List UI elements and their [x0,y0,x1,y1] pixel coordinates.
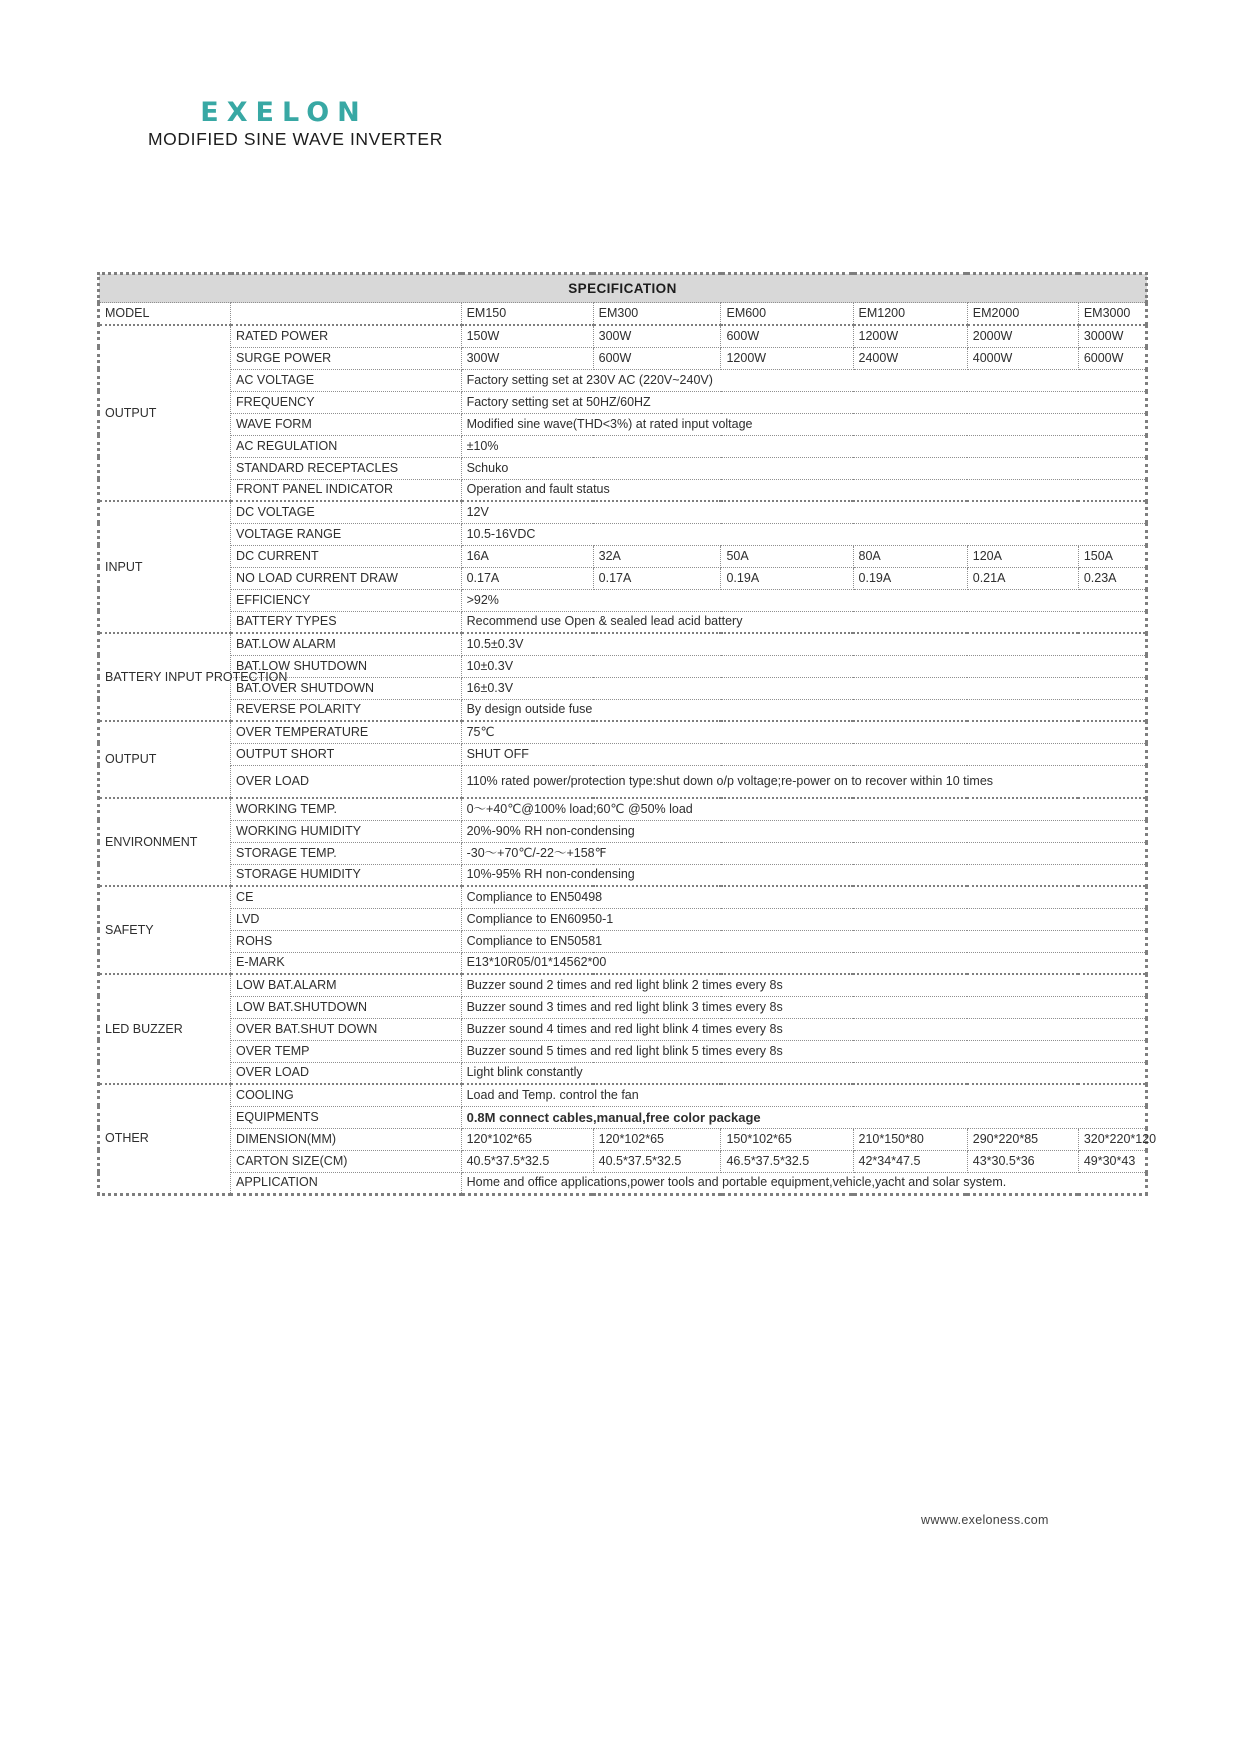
param-label: NO LOAD CURRENT DRAW [231,567,462,589]
param-label: LVD [231,908,462,930]
value-cell: Light blink constantly [461,1062,1146,1084]
value-cell: 290*220*85 [967,1128,1078,1150]
spec-table-body [99,303,1157,1195]
value-cell: E13*10R05/01*14562*00 [461,952,1146,974]
spec-row [99,369,1147,391]
param-label: BAT.LOW ALARM [231,633,462,655]
value-cell: 120*102*65 [593,1128,721,1150]
param-label: WAVE FORM [231,413,462,435]
value-cell: 300W [593,325,721,347]
value-cell: 600W [721,325,853,347]
param-label: DIMENSION(MM) [231,1128,462,1150]
param-label: E-MARK [231,952,462,974]
param-label: OUTPUT SHORT [231,743,462,765]
section-label: SAFETY [99,886,231,974]
param-label: CE [231,886,462,908]
spec-row [99,479,1147,501]
param-label: RATED POWER [231,325,462,347]
model-name-cell: EM1200 [853,303,967,326]
value-cell: Buzzer sound 4 times and red light blink 4 times every 8s [461,1018,1146,1040]
spec-row [99,589,1147,611]
spec-row [99,413,1147,435]
model-name-cell: EM150 [461,303,593,326]
value-cell: Home and office applications,power tools and portable equipment,vehicle,yacht and solar system. [461,1172,1146,1194]
value-cell: SHUT OFF [461,743,1146,765]
param-label: BAT.OVER SHUTDOWN [231,677,462,699]
spec-row [99,677,1147,699]
model-name-cell: EM600 [721,303,853,326]
value-cell: 10±0.3V [461,655,1146,677]
spec-row [99,611,1147,633]
value-cell: Schuko [461,457,1146,479]
value-cell: 0.19A [721,567,853,589]
value-cell: 16±0.3V [461,677,1146,699]
value-cell: Buzzer sound 2 times and red light blink 2 times every 8s [461,974,1146,996]
value-cell: 43*30.5*36 [967,1150,1078,1172]
param-label: WORKING HUMIDITY [231,820,462,842]
value-cell: 0.17A [593,567,721,589]
spec-row [99,798,1147,820]
value-cell: 320*220*120 [1078,1128,1146,1150]
section-label: OUTPUT [99,325,231,501]
spec-row [99,1018,1147,1040]
spec-row [99,1172,1147,1194]
param-label: EFFICIENCY [231,589,462,611]
spec-row [99,633,1147,655]
param-label: OVER TEMP [231,1040,462,1062]
param-label: BAT.LOW SHUTDOWN [231,655,462,677]
param-label: STANDARD RECEPTACLES [231,457,462,479]
value-cell: 300W [461,347,593,369]
param-label: DC CURRENT [231,545,462,567]
param-label: DC VOLTAGE [231,501,462,523]
value-cell: 4000W [967,347,1078,369]
value-cell: 6000W [1078,347,1146,369]
spec-row [99,567,1147,589]
param-label: AC REGULATION [231,435,462,457]
value-cell: 0.19A [853,567,967,589]
spec-row [99,721,1147,743]
section-label: LED BUZZER [99,974,231,1084]
value-cell: Factory setting set at 50HZ/60HZ [461,391,1146,413]
spec-row [99,1150,1147,1172]
spec-row [99,974,1147,996]
param-label: AC VOLTAGE [231,369,462,391]
value-cell: Load and Temp. control the fan [461,1084,1146,1106]
param-label: OVER LOAD [231,1062,462,1084]
spec-row [99,765,1147,798]
spec-row [99,886,1147,908]
value-cell: 1200W [853,325,967,347]
model-row-label: MODEL [99,303,231,326]
model-name-cell: EM300 [593,303,721,326]
param-label: FREQUENCY [231,391,462,413]
spec-row [99,1040,1147,1062]
value-cell: 10.5±0.3V [461,633,1146,655]
value-cell: 0.17A [461,567,593,589]
param-label: COOLING [231,1084,462,1106]
value-cell: 600W [593,347,721,369]
value-cell: 150*102*65 [721,1128,853,1150]
spec-row [99,545,1147,567]
param-label: STORAGE HUMIDITY [231,864,462,886]
spec-row [99,908,1147,930]
spec-row [99,501,1147,523]
param-label: ROHS [231,930,462,952]
value-cell: 40.5*37.5*32.5 [461,1150,593,1172]
value-cell: 120*102*65 [461,1128,593,1150]
section-label: OUTPUT [99,721,231,798]
spec-row [99,1084,1147,1106]
value-cell: 20%-90% RH non-condensing [461,820,1146,842]
section-label: INPUT [99,501,231,633]
value-cell: 150A [1078,545,1146,567]
spec-row [99,864,1147,886]
value-cell: 120A [967,545,1078,567]
section-label: OTHER [99,1084,231,1194]
param-label: LOW BAT.ALARM [231,974,462,996]
value-cell: 10.5-16VDC [461,523,1146,545]
value-cell: 110% rated power/protection type:shut down o/p voltage;re-power on to recover within 10 times [461,765,1146,798]
value-cell: 0.23A [1078,567,1146,589]
param-label: SURGE POWER [231,347,462,369]
value-cell: 80A [853,545,967,567]
param-label: REVERSE POLARITY [231,699,462,721]
model-name-cell: EM2000 [967,303,1078,326]
value-cell: Factory setting set at 230V AC (220V~240V) [461,369,1146,391]
value-cell: 10%-95% RH non-condensing [461,864,1146,886]
spec-row [99,435,1147,457]
value-cell: Compliance to EN50498 [461,886,1146,908]
param-label: FRONT PANEL INDICATOR [231,479,462,501]
value-cell: 0.21A [967,567,1078,589]
value-cell: 50A [721,545,853,567]
spec-row [99,842,1147,864]
spec-row [99,743,1147,765]
spec-row [99,347,1147,369]
spec-row [99,391,1147,413]
param-label: EQUIPMENTS [231,1106,462,1128]
website-text: wwww.exeloness.com [921,1513,1049,1527]
value-cell: -30〜+70℃/-22〜+158℉ [461,842,1146,864]
spec-row [99,1106,1147,1128]
param-label: LOW BAT.SHUTDOWN [231,996,462,1018]
value-cell: Buzzer sound 3 times and red light blink 3 times every 8s [461,996,1146,1018]
param-label: OVER LOAD [231,765,462,798]
value-cell: 32A [593,545,721,567]
value-cell: Modified sine wave(THD<3%) at rated input voltage [461,413,1146,435]
spec-title: SPECIFICATION [99,274,1147,303]
value-cell: 42*34*47.5 [853,1150,967,1172]
spec-row [99,1128,1147,1150]
value-cell: 16A [461,545,593,567]
value-cell: 3000W [1078,325,1146,347]
param-label: STORAGE TEMP. [231,842,462,864]
model-name-cell: EM3000 [1078,303,1146,326]
spec-row [99,699,1147,721]
brand-subtitle: MODIFIED SINE WAVE INVERTER [148,129,443,149]
value-cell: 0〜+40℃@100% load;60℃ @50% load [461,798,1146,820]
spec-row [99,1062,1147,1084]
value-cell: Recommend use Open & sealed lead acid battery [461,611,1146,633]
value-cell: 0.8M connect cables,manual,free color package [461,1106,1146,1128]
spec-row [99,952,1147,974]
value-cell: 150W [461,325,593,347]
brand-logo: EXELON [200,97,368,128]
value-cell: 12V [461,501,1146,523]
param-label: VOLTAGE RANGE [231,523,462,545]
section-label: ENVIRONMENT [99,798,231,886]
value-cell: Operation and fault status [461,479,1146,501]
value-cell: 49*30*43 [1078,1150,1146,1172]
spec-title-row [99,274,1147,303]
value-cell: 40.5*37.5*32.5 [593,1150,721,1172]
spec-row [99,996,1147,1018]
value-cell: 2400W [853,347,967,369]
param-label: OVER TEMPERATURE [231,721,462,743]
value-cell: 210*150*80 [853,1128,967,1150]
value-cell: >92% [461,589,1146,611]
value-cell: ±10% [461,435,1146,457]
section-label: BATTERY INPUT PROTECTION [99,633,231,721]
spec-row [99,523,1147,545]
spec-row [99,457,1147,479]
spec-row [99,930,1147,952]
value-cell: Compliance to EN60950-1 [461,908,1146,930]
param-label: OVER BAT.SHUT DOWN [231,1018,462,1040]
param-label: APPLICATION [231,1172,462,1194]
specification-table [97,272,1157,1196]
model-row [99,303,1147,326]
value-cell: Buzzer sound 5 times and red light blink 5 times every 8s [461,1040,1146,1062]
brand-block [148,97,443,149]
value-cell: 2000W [967,325,1078,347]
spec-row [99,820,1147,842]
value-cell: By design outside fuse [461,699,1146,721]
param-label: CARTON SIZE(CM) [231,1150,462,1172]
value-cell: 46.5*37.5*32.5 [721,1150,853,1172]
spec-row [99,325,1147,347]
value-cell: 1200W [721,347,853,369]
param-label: WORKING TEMP. [231,798,462,820]
value-cell: 75℃ [461,721,1146,743]
model-row-empty-cell [231,303,462,326]
value-cell: Compliance to EN50581 [461,930,1146,952]
param-label: BATTERY TYPES [231,611,462,633]
